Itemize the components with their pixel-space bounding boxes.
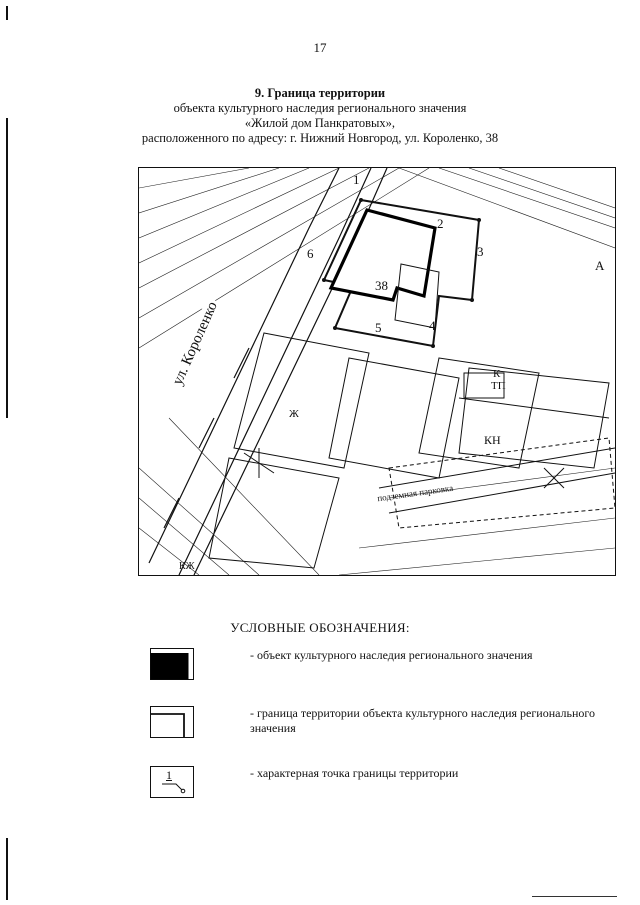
kzh-label: КЖ [179,561,195,572]
k-label: К [493,368,501,380]
binding-mark-bottom [6,838,8,900]
point-marker-number: 1 [166,768,172,782]
tp-label: ТП [491,380,506,392]
point-label-3: 3 [477,244,484,259]
page-number: 17 [313,40,327,55]
point-label-1: 1 [353,172,360,187]
title-block [100,86,540,146]
block-outlines [209,333,615,568]
solid-block-icon [150,648,194,680]
street-name-label: ул. Короленко [169,297,223,389]
title-heading: 9. Граница территории [254,86,386,100]
title-line-3: «Жилой дом Панкратовых», [244,116,396,130]
title-line-2: объекта культурного наследия регионального значения [173,101,467,115]
boundary-corner-icon [150,706,194,738]
kn-label: КН [484,433,501,447]
point-label-4: 4 [429,318,436,333]
legend-text-territory-boundary: - граница территории объекта культурного наследия регионального значения [250,706,596,735]
cadastral-map [138,167,616,576]
footer-rule [532,896,617,897]
binding-mark-middle [6,118,8,418]
point-label-2: 2 [437,216,444,231]
binding-mark-top [6,6,8,20]
point-label-6: 6 [307,246,314,261]
point-label-5: 5 [375,320,382,335]
building-number-label: 38 [375,278,388,293]
point-marker-icon [150,766,194,798]
utility-symbols [244,373,564,488]
zh-label: Ж [289,408,299,420]
map-drawing [139,168,615,575]
legend-item-territory-boundary [150,706,600,746]
parking-label: подземная парковка [376,482,454,504]
title-line-4: расположенного по адресу: г. Нижний Новгород, ул. Короленко, 38 [141,131,499,145]
legend-text-boundary-point: - характерная точка границы территории [250,766,459,780]
legend-item-heritage-object [150,648,600,688]
legend-item-boundary-point [150,766,600,806]
a-label: А [595,258,605,273]
legend-heading: УСЛОВНЫЕ ОБОЗНАЧЕНИЯ: [230,620,410,635]
legend-text-heritage-object: - объект культурного наследия регионального значения [250,648,533,662]
